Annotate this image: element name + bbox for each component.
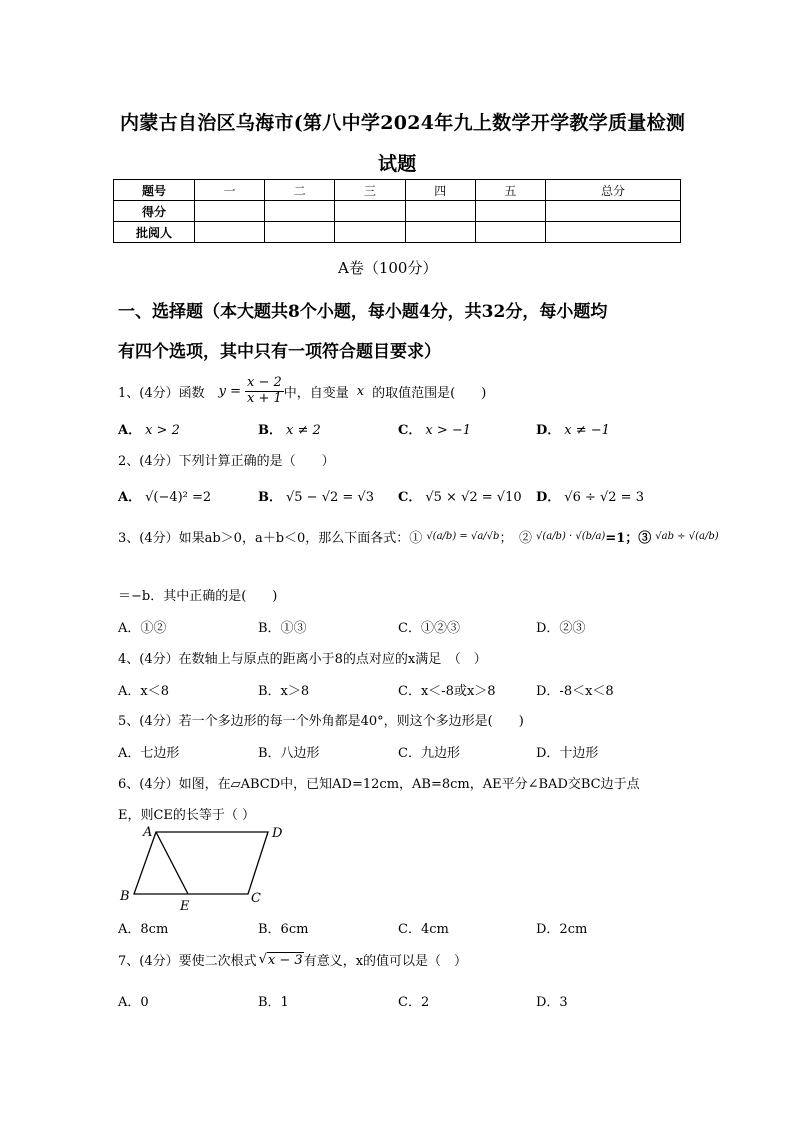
q1-numerator: x − 2 — [247, 375, 282, 391]
q2-option-c[interactable]: C． √5 × √2 = √10 — [398, 490, 522, 505]
q7-radicand: x − 3 — [267, 952, 303, 968]
score-table-row — [114, 222, 681, 243]
score-cell[interactable] — [475, 222, 545, 243]
label-a: A — [143, 825, 153, 840]
label-e: E — [180, 899, 190, 914]
q6-option-a[interactable]: A．8cm — [118, 922, 169, 937]
parallelogram-figure — [112, 822, 292, 914]
q1-prefix: 1、(4分）函数 — [118, 385, 205, 401]
question-1 — [118, 372, 486, 410]
score-cell[interactable] — [546, 201, 681, 222]
q3-formula-2: √(a/b) · √(b/a) — [535, 531, 606, 542]
score-cell[interactable] — [405, 222, 475, 243]
q3-eq: =1；③ — [605, 531, 652, 546]
q1-mid: 中，自变量 — [283, 385, 349, 401]
q3-option-b[interactable]: B．①③ — [258, 621, 307, 636]
q4-option-d[interactable]: D．-8＜x＜8 — [536, 684, 614, 699]
page-title-line1: 内蒙古自治区乌海市(第八中学2024年九上数学开学教学质量检测 — [120, 112, 686, 134]
question-3 — [118, 527, 719, 546]
score-table-header: 四 — [405, 180, 475, 201]
q3-sep: ； ② — [499, 531, 532, 546]
question-6-line1: 6、(4分）如图，在▱ABCD中，已知AD=12cm，AB=8cm，AE平分∠BAD交BC边于点 — [118, 777, 640, 792]
bisector-ae — [156, 832, 188, 894]
score-cell[interactable] — [265, 222, 335, 243]
q1-x: x — [356, 383, 365, 399]
q3-formula-3: √ab ÷ √(a/b) — [655, 531, 719, 542]
score-cell[interactable] — [265, 201, 335, 222]
score-table-header: 二 — [265, 180, 335, 201]
q6-option-b[interactable]: B．6cm — [258, 922, 309, 937]
section-heading-line2: 有四个选项，其中只有一项符合题目要求） — [118, 342, 441, 362]
q5-option-c[interactable]: C．九边形 — [398, 746, 460, 761]
score-table-row-label: 批阅人 — [114, 222, 195, 243]
label-b: B — [120, 889, 130, 904]
page-title-line2: 试题 — [378, 153, 417, 175]
score-table-header: 三 — [335, 180, 405, 201]
q7-option-b[interactable]: B．1 — [258, 995, 289, 1010]
question-4: 4、(4分）在数轴上与原点的距离小于8的点对应的x满足 （ ） — [118, 652, 487, 667]
score-cell[interactable] — [195, 222, 265, 243]
q3-formula-1: √(a/b) = √a/√b — [426, 531, 500, 542]
question-3-line2: ＝−b．其中正确的是( ) — [118, 589, 278, 604]
q1-fraction — [245, 376, 284, 406]
q4-option-b[interactable]: B．x＞8 — [258, 684, 310, 699]
label-c: C — [251, 891, 261, 906]
q3-option-c[interactable]: C．①②③ — [398, 621, 460, 636]
q1-option-b[interactable]: B． x ≠ 2 — [258, 423, 321, 438]
q7-option-c[interactable]: C．2 — [398, 995, 430, 1010]
score-table-header: 一 — [195, 180, 265, 201]
label-d: D — [272, 826, 283, 841]
q1-option-a[interactable]: A． x > 2 — [118, 423, 180, 438]
q6-option-c[interactable]: C．4cm — [398, 922, 449, 937]
score-cell[interactable] — [335, 222, 405, 243]
score-table — [113, 179, 681, 243]
paper-a-heading: A卷（100分） — [338, 259, 438, 277]
q1-option-d[interactable]: D． x ≠ −1 — [536, 423, 610, 438]
q1-denominator: x + 1 — [247, 390, 282, 406]
q3-text: 3、(4分）如果ab＞0，a＋b＜0，那么下面各式：① — [118, 531, 423, 546]
q5-option-b[interactable]: B．八边形 — [258, 746, 320, 761]
q7-suffix: 有意义，x的值可以是（ ） — [303, 954, 468, 969]
q3-option-d[interactable]: D．②③ — [536, 621, 586, 636]
q6-option-d[interactable]: D．2cm — [536, 922, 588, 937]
score-cell[interactable] — [405, 201, 475, 222]
score-table-header: 总分 — [546, 180, 681, 201]
section-heading-line1: 一、选择题（本大题共8个小题，每小题4分，共32分，每小题均 — [118, 302, 608, 322]
q7-prefix: 7、(4分）要使二次根式 — [118, 954, 257, 969]
q2-option-b[interactable]: B． √5 − √2 = √3 — [258, 490, 374, 505]
q7-option-a[interactable]: A．0 — [118, 995, 149, 1010]
score-table-header: 五 — [475, 180, 545, 201]
score-cell[interactable] — [195, 201, 265, 222]
score-table-header: 题号 — [114, 180, 195, 201]
parallelogram-abcd — [134, 832, 268, 894]
question-2: 2、(4分）下列计算正确的是（ ） — [118, 454, 335, 469]
score-table-row — [114, 201, 681, 222]
score-cell[interactable] — [475, 201, 545, 222]
score-cell[interactable] — [335, 201, 405, 222]
q5-option-d[interactable]: D．十边形 — [536, 746, 599, 761]
radical-icon: √ — [258, 952, 267, 967]
question-5: 5、(4分）若一个多边形的每一个外角都是40°，则这个多边形是( ) — [118, 714, 524, 729]
q5-option-a[interactable]: A．七边形 — [118, 746, 180, 761]
q4-option-a[interactable]: A．x＜8 — [118, 684, 169, 699]
q4-option-c[interactable]: C．x＜-8或x＞8 — [398, 684, 496, 699]
q1-option-c[interactable]: C． x > −1 — [398, 423, 472, 438]
q2-option-d[interactable]: D． √6 ÷ √2 = 3 — [536, 490, 644, 505]
q7-option-d[interactable]: D．3 — [536, 995, 568, 1010]
score-cell[interactable] — [546, 222, 681, 243]
question-6-line2: E，则CE的长等于（ ） — [118, 808, 256, 823]
q2-option-a[interactable]: A． √(−4)² =2 — [118, 490, 212, 505]
q1-y: y = — [218, 383, 241, 399]
q1-suffix: 的取值范围是( ) — [372, 385, 487, 401]
question-7 — [118, 950, 467, 969]
score-table-header-row — [114, 180, 681, 201]
q3-option-a[interactable]: A．①② — [118, 621, 167, 636]
score-table-row-label: 得分 — [114, 201, 195, 222]
